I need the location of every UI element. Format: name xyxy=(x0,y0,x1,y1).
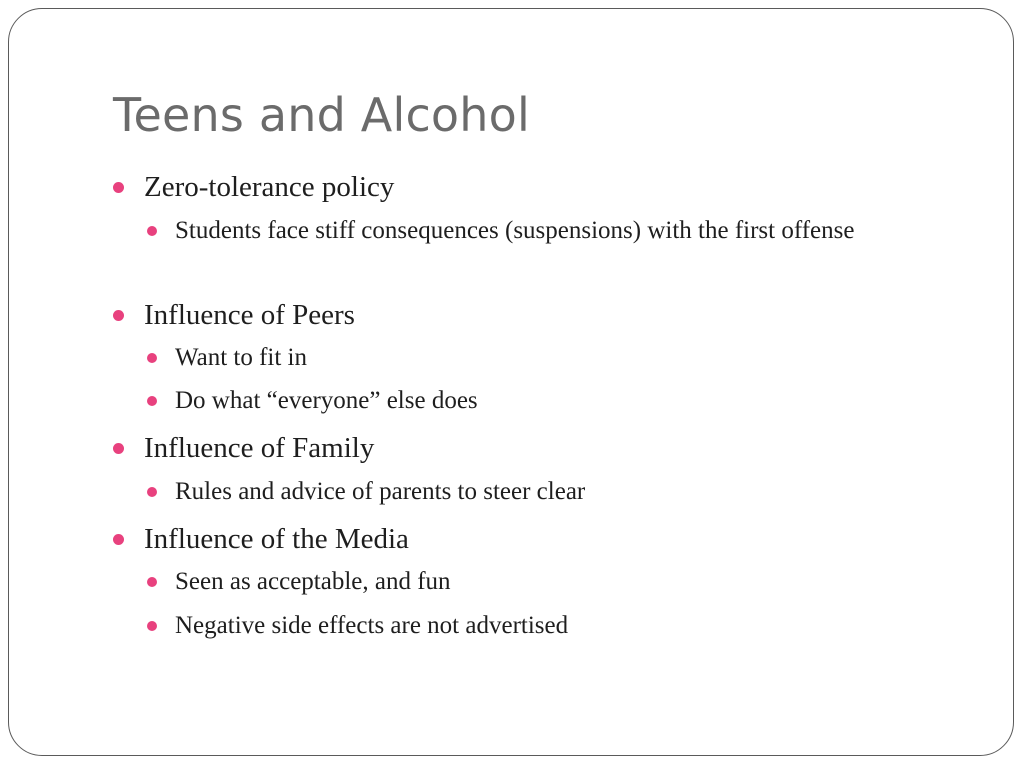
bullet-text: Influence of the Media xyxy=(144,523,409,555)
sub-bullet-dot-icon xyxy=(147,621,157,631)
sub-bullet-text: Rules and advice of parents to steer clear xyxy=(175,478,586,505)
bullet-text: Influence of Family xyxy=(144,432,375,464)
sub-bullet-dot-icon xyxy=(147,577,157,587)
slide-title: Teens and Alcohol xyxy=(113,88,530,142)
sub-bullet-dot-icon xyxy=(147,353,157,363)
bullet-dot-icon xyxy=(113,310,124,321)
bullet-dot-icon xyxy=(113,534,124,545)
sub-bullet-text: Seen as acceptable, and fun xyxy=(175,568,451,595)
sub-bullet-dot-icon xyxy=(147,487,157,497)
bullet-text: Influence of Peers xyxy=(144,299,355,331)
bullet-dot-icon xyxy=(113,443,124,454)
sub-bullet-text: Students face stiff consequences (suspensions) with the first offense xyxy=(175,217,855,244)
sub-bullet-text: Do what “everyone” else does xyxy=(175,387,478,414)
sub-bullet-dot-icon xyxy=(147,396,157,406)
sub-bullet-dot-icon xyxy=(147,226,157,236)
sub-bullet-text: Negative side effects are not advertised xyxy=(175,612,569,639)
bullet-text: Zero-tolerance policy xyxy=(144,171,395,203)
bullet-dot-icon xyxy=(113,182,124,193)
sub-bullet-text: Want to fit in xyxy=(175,344,307,371)
